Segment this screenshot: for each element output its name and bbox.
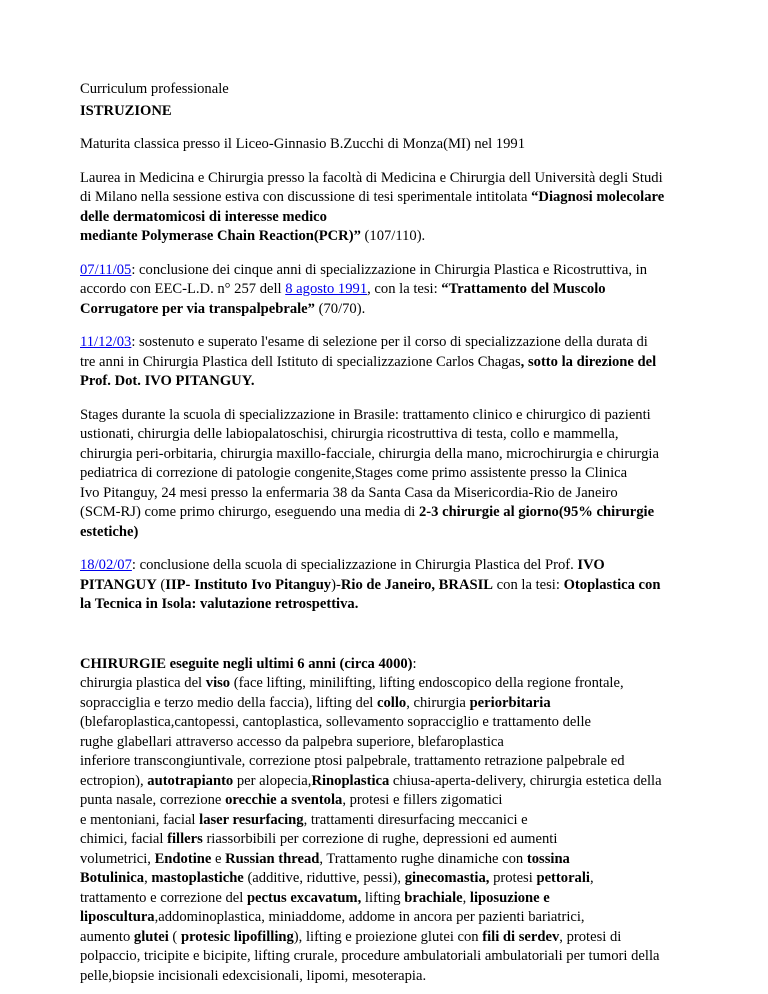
text-run: tre anni in Chirurgia Plastica dell Istituto di specializzazione Carlos Chagas [80,353,521,370]
text-run: protesic lipofilling [180,928,294,945]
heading-chirurgie: CHIRURGIE eseguite negli ultimi 6 anni (circa 4000) [80,655,413,672]
text-run: di Milano nella sessione estiva con discussione di tesi sperimentale intitolata [80,189,532,205]
text-run: “Trattamento del Muscolo [441,281,606,297]
text-run: Ivo Pitanguy, 24 mesi presso la enfermaria 38 da Santa Casa da Misericordia-Rio de Janeiro [80,484,618,501]
text-run: (SCM-RJ) come primo chirurgo, eseguendo una media di [80,504,419,520]
text-run: , con la tesi: [367,281,442,297]
text-run [80,556,700,576]
text-run: ectropion), [80,772,148,789]
paragraph-specializzazione-1 [80,261,700,320]
text-run: ,addominoplastica, miniaddome, addome in ancora per pazienti bariatrici, [154,909,585,925]
text-run: ginecomastia, [404,870,490,886]
text-run: PITANGUY [80,576,157,593]
text-run: , chirurgia [406,694,470,711]
text-run: liposcultura [80,909,155,925]
text-run: autotrapianto [147,772,234,789]
paragraph-specializzazione-2 [80,333,700,392]
text-run: polpaccio, tricipite e bicipite, lifting crurale, procedure ambulatoriali ambulatoriali per tumori della [80,948,660,964]
text-run [80,576,700,596]
text-run: inferiore transcongiuntivale, correzione ptosi palpebrale, trattamento retrazione palpebrale ed [80,753,625,769]
text-run: Corrugatore per via transpalpebrale” [80,300,315,317]
text-run: chirurgia peri-orbitaria, chirurgia maxillo-facciale, chirurgia della mano, microchirurgia e chirurgia [80,445,659,462]
text-run: : [412,655,417,672]
text-run [80,227,700,247]
paragraph-laurea [80,169,700,247]
date-link-8-agosto-1991[interactable]: 8 agosto 1991 [285,281,368,297]
paragraph-stages [80,406,700,543]
text-run: con la tesi: [493,576,564,593]
text-run: trattamento e correzione del [80,889,247,906]
text-run: : sostenuto e superato l'esame di selezione per il corso di specializzazione della durata di [131,334,648,350]
paragraph-maturita [80,135,700,155]
text-run: mastoplastiche [151,870,244,886]
text-run [80,850,700,870]
text-run [80,674,700,694]
text-run: la Tecnica in Isola: valutazione retrospettiva. [80,596,359,612]
text-run: Botulinica [80,870,145,886]
text-run: : conclusione della scuola di specializzazione in Chirurgia Plastica del Prof. [131,557,578,573]
heading-istruzione [80,102,700,122]
text-run [80,811,700,831]
text-run [80,869,700,889]
text-run: accordo con EEC-L.D. n° 257 dell [80,281,286,297]
text-run: , [589,870,594,886]
text-run: (blefaroplastica,cantopessi, cantoplastica, sollevamento sopracciglio e trattamento delle [80,714,591,730]
text-run: fili di serdev [482,928,560,945]
text-run: e [211,850,226,867]
text-run: riassorbibili per correzione di rughe, depressioni ed aumenti [202,831,558,847]
text-run [80,188,700,208]
text-run: (107/110). [360,228,426,244]
text-run: , sotto la direzione del [520,353,657,370]
text-run [80,300,700,320]
text-run: Laurea in Medicina e Chirurgia presso la facoltà di Medicina e Chirurgia dell Università degli Studi [80,169,663,186]
text-run: IIP- Instituto Ivo Pitanguy [165,576,332,593]
text-run: Rinoplastica [311,772,390,789]
text-run: Russian thread [225,850,320,867]
text-run: , trattamenti diresurfacing meccanici e [303,811,528,828]
text-run [80,694,700,714]
text-run [80,830,700,850]
text-run: chirurgia plastica del [80,675,206,691]
text-run [80,503,700,523]
text-run: Stages durante la scuola di specializzazione in Brasile: trattamento clinico e chirurgico di pazienti [80,406,651,423]
text-run: 2-3 chirurgie al giorno(95% chirurgie [418,504,655,520]
text-run: Otoplastica con [563,576,661,593]
text-run: IVO [577,557,605,573]
date-link-07-11-05[interactable]: 07/11/05 [80,261,132,278]
text-run: : conclusione dei cinque anni di specializzazione in Chirurgia Plastica e Ricostruttiva, in [131,261,647,278]
text-run: lifting [361,889,405,906]
text-run: pectus excavatum, [246,889,362,906]
text-run: Endotine [154,850,212,867]
text-run: , Trattamento rughe dinamiche con [319,850,527,867]
text-run: Prof. Dot. IVO PITANGUY. [80,373,255,389]
text-run: estetiche) [80,523,139,540]
text-run: viso [205,675,231,691]
text-run: collo [377,694,407,711]
text-run: fillers [167,831,203,847]
text-run: per alopecia, [233,772,312,789]
date-link-18-02-07[interactable]: 18/02/07 [80,557,132,573]
text-run: aumento [80,928,134,945]
text-run: ( [156,576,166,593]
text-run [80,908,700,928]
text-run: ), lifting e proiezione glutei con [293,928,483,945]
text-run: pelle,biopsie incisionali edexcisionali, lipomi, mesoterapia. [80,967,427,984]
text-run: laser resurfacing [199,811,304,828]
text-run [80,261,700,281]
text-run [80,353,700,373]
document-body [80,80,700,986]
text-run: chiusa-aperta-delivery, chirurgia estetica della [389,772,662,789]
text-run: )- [331,576,341,593]
text-run: glutei [133,928,169,945]
text-run: (face lifting, minilifting, lifting endoscopico della regione frontale, [230,675,624,691]
text-run: (70/70). [314,300,366,317]
text-run: chimici, facial [80,831,168,847]
text-run: ustionati, chirurgia delle labiopalatoschisi, chirurgia ricostruttiva di testa, collo e mammella, [80,426,619,442]
text-run: delle dermatomicosi di interesse medico [80,208,327,225]
text-run: sopracciglia e terzo medio della faccia), lifting del [80,694,378,711]
text-run: e mentoniani, facial [80,811,200,828]
text-run: liposuzione e [469,889,550,906]
text-run: tossina [526,850,570,867]
text-run: , protesi di [559,928,622,945]
text-run: periorbitaria [469,694,551,711]
text-run [80,772,700,792]
text-run: mediante Polymerase Chain Reaction(PCR)” [80,228,361,244]
text-run: (additive, riduttive, pessi), [243,870,405,886]
text-run: pediatrica di correzione di patologie congenite,Stages come primo assistente presso la Clinica [80,465,628,481]
paragraph-specializzazione-3 [80,556,700,615]
text-run [80,280,700,300]
text-run: “Diagnosi molecolare [531,189,665,205]
text-run: orecchie a sventola [225,792,343,808]
text-run [80,655,700,675]
text-run: punta nasale, correzione [80,792,226,808]
document-title [80,80,700,100]
text-run: , [144,870,152,886]
text-run [80,889,700,909]
text-run: ISTRUZIONE [80,102,172,119]
text-run: Rio de Janeiro, BRASIL [340,576,494,593]
text-run: , protesi e fillers zigomatici [342,792,503,808]
text-run: volumetrici, [80,850,155,867]
date-link-11-12-03[interactable]: 11/12/03 [80,334,132,350]
text-run: Maturita classica presso il Liceo-Ginnasio B.Zucchi di Monza(MI) nel 1991 [80,136,525,152]
text-run: brachiale [404,889,463,906]
text-run [80,791,700,811]
text-run: Curriculum professionale [80,81,229,97]
text-run: ( [168,928,181,945]
text-run: , [462,889,470,906]
text-run: protesi [489,870,537,886]
text-run: pettorali [536,870,590,886]
text-run: rughe glabellari attraverso accesso da palpebra superiore, blefaroplastica [80,733,504,750]
text-run [80,333,700,353]
paragraph-chirurgie [80,655,700,987]
text-run [80,928,700,948]
